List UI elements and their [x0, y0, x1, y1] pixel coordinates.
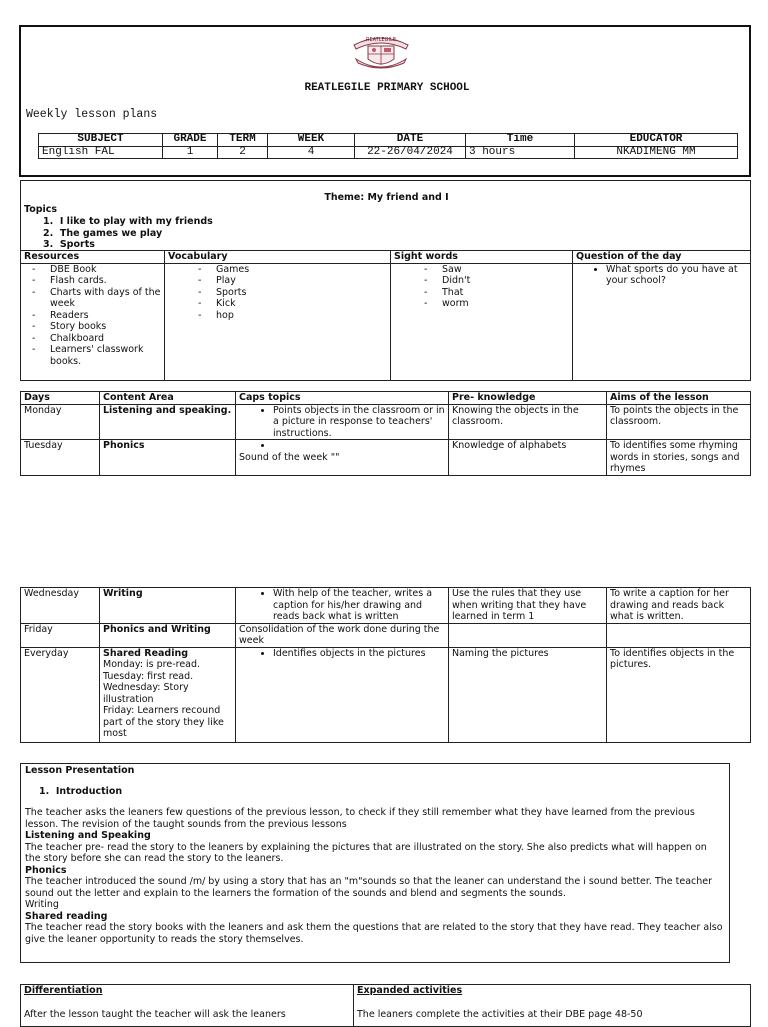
sight-words-header: Sight words [391, 251, 573, 264]
question-item: • What sports do you have at your school? [606, 264, 747, 287]
col-grade: GRADE [163, 134, 218, 147]
school-name: REATLEGILE PRIMARY SCHOOL [304, 82, 470, 94]
question-cell [573, 263, 751, 380]
resource-item: - Story books [38, 321, 161, 333]
content-area-cell [100, 647, 236, 742]
presentation-title: Lesson Presentation [25, 765, 135, 776]
pre-knowledge-cell [449, 623, 607, 647]
aim-cell: To identifies objects in the pictures. [607, 647, 751, 742]
pre-knowledge-cell: Knowing the objects in the classroom. [449, 404, 607, 440]
day-cell: Everyday [21, 647, 100, 742]
resources-header-row [21, 251, 751, 264]
col-subject: SUBJECT [39, 134, 163, 147]
day-cell: Wednesday [21, 588, 100, 624]
differentiation-text: After the lesson taught the teacher will ask the leaners [24, 1008, 286, 1020]
week-value: 4 [268, 146, 355, 159]
col-educator: EDUCATOR [575, 134, 738, 147]
expanded-activities-cell [354, 985, 751, 1027]
sight-word-item: - That [430, 287, 569, 299]
subject-value-row [39, 146, 738, 159]
resources-body-row [21, 263, 751, 380]
caps-topics-header: Caps topics [236, 392, 449, 405]
term-value: 2 [218, 146, 268, 159]
vocabulary-header: Vocabulary [165, 251, 391, 264]
monday-row [21, 404, 751, 440]
subject-info-table [38, 133, 738, 159]
resources-table [20, 250, 751, 381]
shared-reading-title: Shared Reading [103, 647, 189, 659]
col-date: DATE [355, 134, 466, 147]
everyday-row [21, 647, 751, 742]
question-header: Question of the day [573, 251, 751, 264]
differentiation-row [21, 985, 751, 1027]
expanded-activities-title: Expanded activities [357, 985, 463, 996]
shared-reading-title: Shared reading [25, 910, 108, 922]
tuesday-row [21, 440, 751, 476]
phonics-text: The teacher introduced the sound /m/ by using a story that has an "m"sounds so that the leaner can understand the i sound better. The teacher sound out the letter and explain to the learners the formation of the sounds and blend and segments the sounds. [25, 876, 713, 899]
aim-cell: To points the objects in the classroom. [607, 404, 751, 440]
content-area-cell: Listening and speaking. [100, 404, 236, 440]
caps-cell [236, 404, 449, 440]
sight-word-item: - worm [430, 298, 569, 310]
differentiation-title: Differentiation [24, 985, 103, 996]
topic-text: Sports [59, 239, 95, 250]
sound-of-week: Sound of the week "" [239, 451, 340, 463]
friday-row [21, 623, 751, 647]
date-value: 22-26/04/2024 [355, 146, 466, 159]
resource-item: - Chalkboard [38, 333, 161, 345]
listening-speaking-text: The teacher pre- read the story to the leaners by explaining the pictures that are illustrated on the story. She also predicts what will happen on the story before she can read the story to the leaners. [25, 841, 707, 864]
aim-cell: To identifies some rhyming words in stories, songs and rhymes [607, 440, 751, 476]
vocabulary-item: - hop [204, 310, 387, 322]
caps-cell [236, 647, 449, 742]
col-time: Time [466, 134, 575, 147]
listening-speaking-title: Listening and Speaking [25, 830, 151, 841]
grade-value: 1 [163, 146, 218, 159]
day-cell: Tuesday [21, 440, 100, 476]
days-header-row [21, 392, 751, 405]
differentiation-cell [21, 985, 354, 1027]
reading-schedule-item: Monday: is pre-read. [103, 659, 201, 670]
vocabulary-item: - Games [204, 264, 387, 276]
days-header: Days [21, 392, 100, 405]
days-table-continued [20, 587, 751, 743]
aims-header: Aims of the lesson [607, 392, 751, 405]
resources-header: Resources [21, 251, 165, 264]
expanded-activities-text: The leaners complete the activities at their DBE page 48-50 [357, 1008, 643, 1020]
resources-cell [21, 263, 165, 380]
subject-header-row [39, 134, 738, 147]
pre-knowledge-cell: Use the rules that they use when writing that they have learned in term 1 [449, 588, 607, 624]
topic-item: 2. The games we play [43, 227, 163, 239]
topic-text: The games we play [59, 227, 163, 239]
aim-cell [607, 623, 751, 647]
resource-item: - Flash cards. [38, 275, 161, 287]
day-cell: Monday [21, 404, 100, 440]
vocabulary-item: - Kick [204, 298, 387, 310]
sight-words-cell [391, 263, 573, 380]
day-cell: Friday [21, 623, 100, 647]
shared-reading-text: The teacher read the story books with the leaners and ask them the questions that are related to the story that they have read. They teacher also give the leaner opportunity to reads the story themselves. [25, 922, 723, 945]
pre-knowledge-cell: Knowledge of alphabets [449, 440, 607, 476]
caps-item: • Points objects in the classroom or in a picture in response to teachers' instructions. [273, 405, 445, 440]
resource-item: - Readers [38, 310, 161, 322]
header-box [19, 25, 751, 177]
introduction-label: Introduction [55, 785, 123, 797]
col-week: WEEK [268, 134, 355, 147]
reading-schedule-item: Tuesday: first read. [103, 670, 194, 682]
theme-label: Theme: My friend and I [324, 192, 449, 203]
content-area-cell: Writing [100, 588, 236, 624]
lesson-presentation-box [20, 763, 730, 963]
differentiation-table [20, 984, 751, 1027]
svg-text:REATLEGILE: REATLEGILE [366, 37, 396, 43]
introduction-title: 1. Introduction [39, 785, 123, 797]
vocabulary-cell [165, 263, 391, 380]
theme-section [20, 180, 751, 250]
aim-cell: To write a caption for her drawing and reads back what is written. [607, 588, 751, 624]
sight-word-item: - Didn't [430, 275, 569, 287]
reading-schedule-item: Wednesday: Story illustration [103, 682, 189, 705]
resource-item: - DBE Book [38, 264, 161, 276]
writing-label: Writing [25, 899, 59, 910]
caps-cell [236, 588, 449, 624]
days-table [20, 391, 751, 476]
caps-item: • Identifies objects in the pictures [273, 648, 445, 660]
vocabulary-item: - Play [204, 275, 387, 287]
resource-item: - Charts with days of the week [38, 287, 161, 310]
col-term: TERM [218, 134, 268, 147]
pre-knowledge-header: Pre- knowledge [449, 392, 607, 405]
phonics-title: Phonics [25, 864, 67, 876]
topic-item: 1. I like to play with my friends [43, 216, 213, 227]
topics-list [43, 216, 213, 251]
content-area-header: Content Area [100, 392, 236, 405]
vocabulary-item: - Sports [204, 287, 387, 299]
educator-value: NKADIMENG MM [575, 146, 738, 159]
introduction-text: The teacher asks the leaners few questions of the previous lesson, to check if they still remember what they have learned from the previous lesson. The revision of the taught sounds from the previous lessons [25, 807, 695, 830]
caps-cell: Consolidation of the work done during the week [236, 623, 449, 647]
caps-item: • With help of the teacher, writes a caption for his/her drawing and reads back what is written [273, 588, 445, 623]
pre-knowledge-cell: Naming the pictures [449, 647, 607, 742]
topics-label: Topics [24, 204, 58, 215]
wednesday-row [21, 588, 751, 624]
reading-schedule-item: Friday: Learners recound part of the story they like most [103, 705, 224, 739]
caps-cell [236, 440, 449, 476]
time-value: 3 hours [466, 146, 575, 159]
content-area-cell: Phonics and Writing [100, 623, 236, 647]
content-area-cell: Phonics [100, 440, 236, 476]
resource-item: - Learners' classwork books. [38, 344, 161, 367]
topic-text: I like to play with my friends [59, 216, 213, 227]
caps-item [273, 440, 445, 452]
subject-value: English FAL [39, 146, 163, 159]
school-logo [350, 29, 412, 73]
document-title: Weekly lesson plans [26, 108, 158, 121]
sight-word-item: - Saw [430, 264, 569, 276]
topic-item: 3. Sports [43, 239, 95, 250]
